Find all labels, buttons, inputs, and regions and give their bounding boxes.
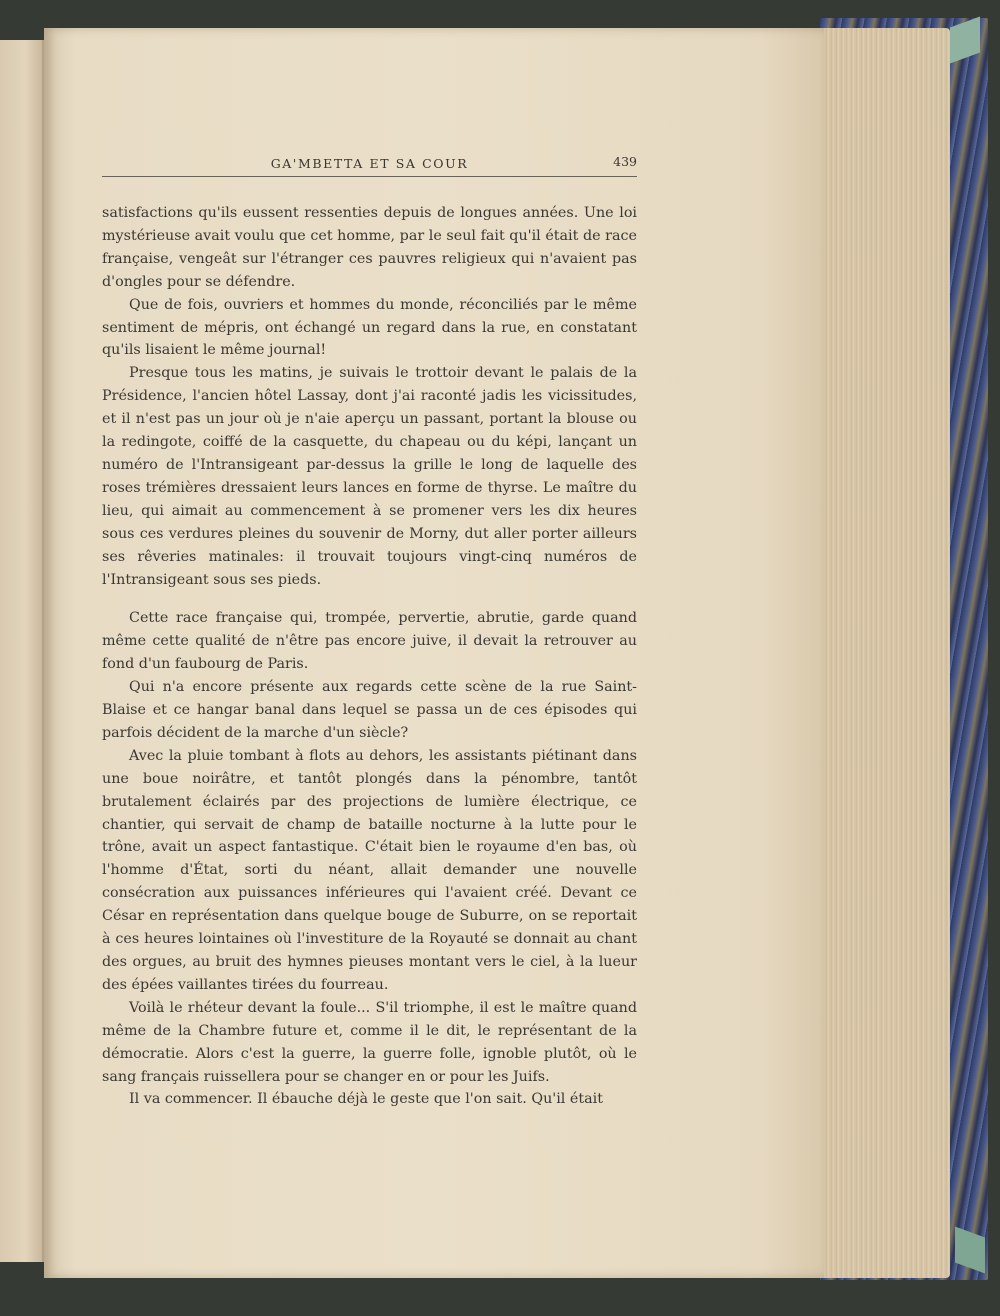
paragraph: Voilà le rhéteur devant la foule... S'il triomphe, il est le maître quand même de la Chambre future et, comme il le dit, le représentant de la démocratie. Alors c'est la guerre, la guerre folle, ignoble plutôt, où le sang français ruissellera pour se changer en or pour les Juifs. [102,999,637,1085]
left-page-edge [0,40,44,1262]
paragraph: Qui n'a encore présente aux regards cette scène de la rue Saint-Blaise et ce hangar banal dans lequel se passa un de ces épisodes qui parfois décident de la marche d'un siècle? [102,679,637,741]
page-header [102,152,637,177]
paragraph: Cette race française qui, trompée, pervertie, abrutie, garde quand même cette qualité de n'être pas encore juive, il devait la retrouver au fond d'un faubourg de Paris. [102,610,637,673]
paragraph: satisfactions qu'ils eussent ressenties depuis de longues années. Une loi mystérieuse avait voulu que cet homme, par le seul fait qu'il était de race française, vengeât sur l'étranger ces pauvres religieux qui n'avaient pas d'ongles pour se défendre. [102,205,637,290]
page-number: 439 [613,154,637,169]
paragraph: Avec la pluie tombant à flots au dehors, les assistants piétinant dans une boue noirâtre, et tantôt plongés dans la pénombre, tantôt brutalement éclairés par des projections de lumière électrique, ce chantier, qui servait de champ de bataille nocturne à la lutte pour le trône, avait un aspect fantastique. C'était bien le royaume d'en bas, où l'homme d'État, sorti du néant, allait demander une nouvelle consécration aux puissances inférieures qui l'avaient créé. Devant ce César en représentation dans quelque bouge de Suburre, on se reportait à ces heures lointaines où l'investiture de la Royauté se donnait au chant des orgues, au bruit des hymnes pieuses montant vers le ciel, à la lueur des épées vaillantes tirées du fourreau. [102,747,637,993]
running-title: GA'MBETTA ET SA COUR [270,156,469,171]
page-body-text [102,202,637,1111]
paragraph: Que de fois, ouvriers et hommes du monde, réconciliés par le même sentiment de mépris, ont échangé un regard dans la rue, en constatant qu'ils lisaient le même journal! [102,296,637,359]
paragraph: Il va commencer. Il ébauche déjà le geste que l'on sait. Qu'il était [129,1091,603,1108]
paragraph: Presque tous les matins, je suivais le trottoir devant le palais de la Présidence, l'ancien hôtel Lassay, dont j'ai raconté jadis les vicissitudes, et il n'est pas un jour où je n'aie aperçu un passant, portant la blouse ou la redingote, coiffé de la casquette, du chapeau ou du képi, lançant un numéro de l'Intransigeant par-dessus la grille le long de laquelle des roses trémières dressaient leurs lances en forme de thyrse. Le maître du lieu, qui aimait au commencement à se promener vers les dix heures sous ces verdures pleines du souvenir de Morny, dut aller porter ailleurs ses rêveries matinales: il trouvait toujours vingt-cinq numéros de l'Intransigeant sous ses pieds. [102,365,637,588]
